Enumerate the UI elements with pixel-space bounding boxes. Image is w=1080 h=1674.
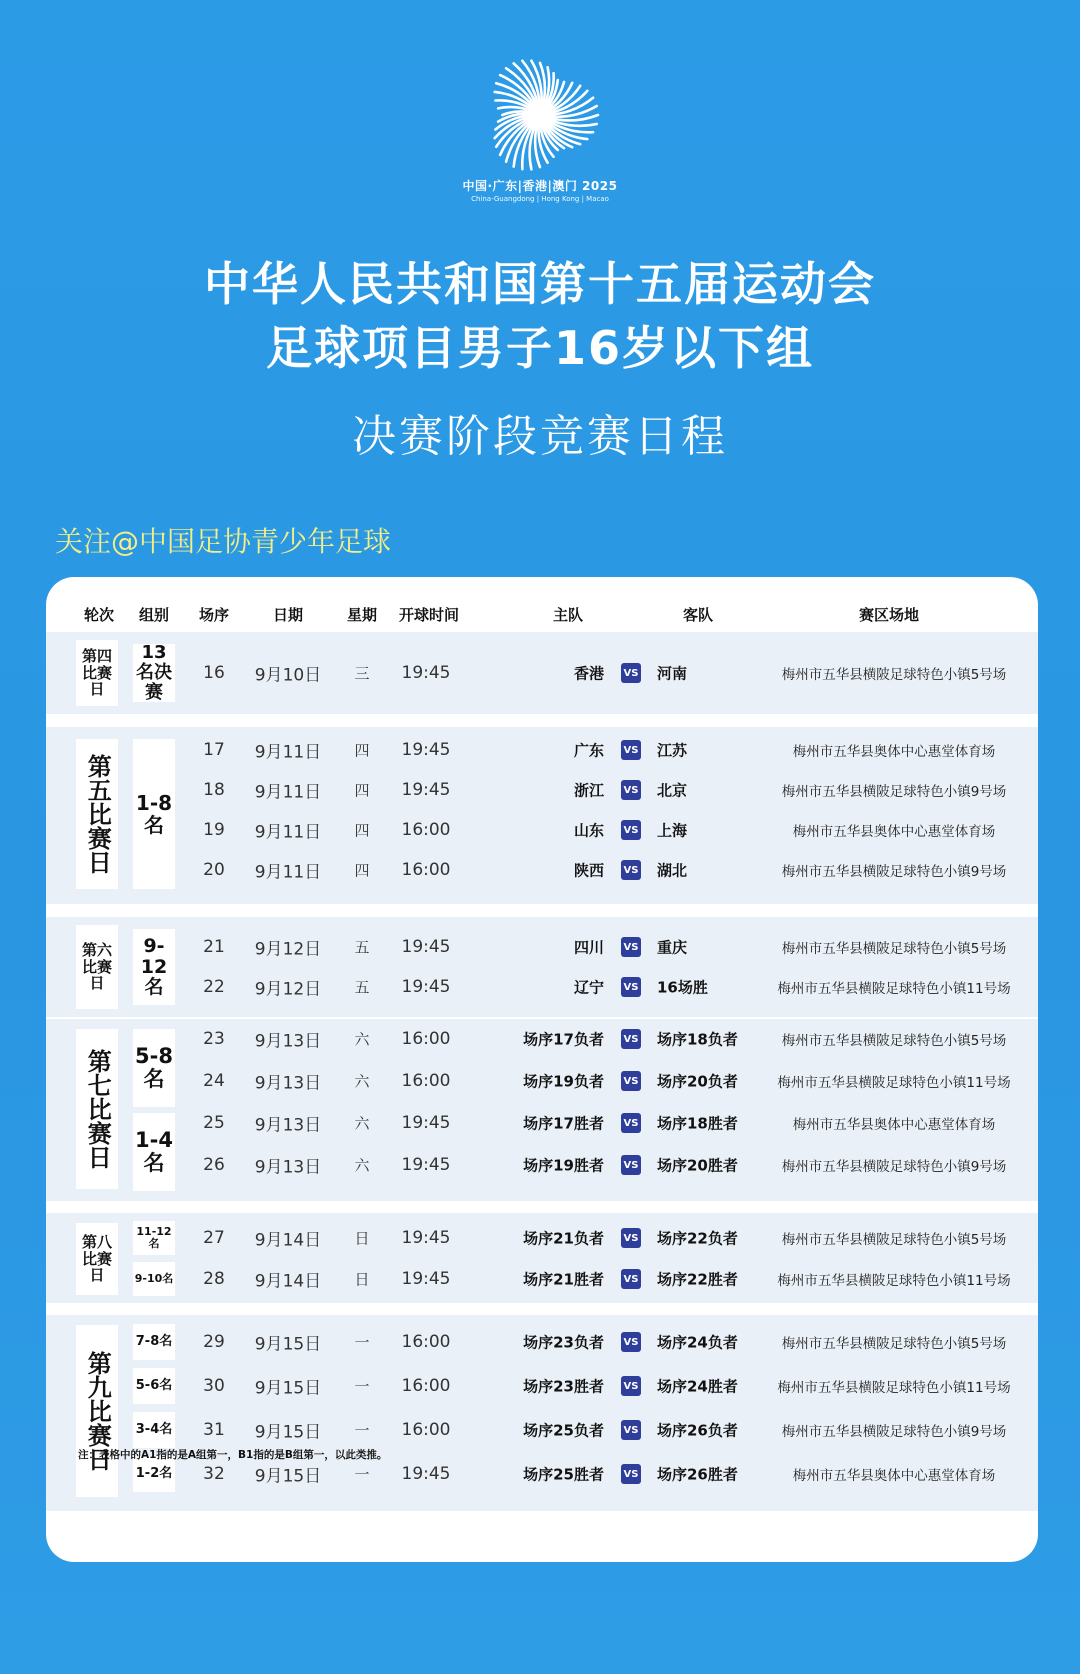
venue: 梅州市五华县横陂足球特色小镇11号场: [777, 1273, 1011, 1289]
match-no: 21: [203, 937, 225, 957]
vs-badge-icon: VS: [621, 1228, 641, 1248]
away-team: 场序20胜者: [657, 1156, 738, 1175]
table-row: [46, 1019, 1038, 1059]
match-weekday: 六: [354, 1030, 370, 1049]
match-date: 9月11日: [254, 782, 322, 803]
header-home: 主队: [552, 606, 584, 624]
match-time: 19:45: [401, 977, 451, 997]
title-line-2: 足球项目男子16岁以下组: [265, 321, 814, 375]
header-away: 客队: [682, 606, 714, 624]
match-time: 19:45: [401, 1113, 451, 1133]
match-date: 9月15日: [254, 1378, 322, 1399]
round-group-8: [46, 1213, 1038, 1303]
round-label: 第四比赛日: [76, 640, 118, 706]
round-label: 第八比赛日: [76, 1223, 118, 1295]
home-team: 浙江: [573, 781, 604, 800]
away-team: 场序18负者: [657, 1030, 738, 1049]
home-team: 场序21胜者: [523, 1270, 604, 1289]
match-date: 9月11日: [254, 742, 322, 763]
home-team: 场序17负者: [523, 1030, 604, 1049]
away-team: 16场胜: [657, 978, 708, 997]
match-date: 9月13日: [254, 1115, 322, 1136]
match-date: 9月15日: [254, 1334, 322, 1355]
home-team: 场序19负者: [523, 1072, 604, 1091]
vs-badge-icon: VS: [621, 937, 641, 957]
vs-badge-icon: VS: [621, 1029, 641, 1049]
away-team: 场序26负者: [657, 1421, 738, 1440]
match-time: 16:00: [401, 1420, 451, 1440]
table-row: [46, 810, 1038, 850]
vs-badge-icon: VS: [621, 1269, 641, 1289]
venue: 梅州市五华县横陂足球特色小镇11号场: [777, 981, 1011, 997]
away-team: 场序20负者: [657, 1072, 738, 1091]
round-label: 第七比赛日: [76, 1029, 118, 1189]
header-date: 日期: [272, 606, 304, 624]
vs-badge-icon: VS: [621, 780, 641, 800]
logo-text-en: China-Guangdong | Hong Kong | Macao: [471, 195, 609, 203]
match-time: 19:45: [401, 1228, 451, 1248]
table-row: [46, 1410, 1038, 1450]
match-date: 9月12日: [254, 939, 322, 960]
home-team: 场序19胜者: [523, 1156, 604, 1175]
match-date: 9月14日: [254, 1230, 322, 1251]
venue: 梅州市五华县横陂足球特色小镇5号场: [781, 1033, 1007, 1049]
title-line-1: 中华人民共和国第十五届运动会: [204, 257, 876, 311]
match-weekday: 日: [354, 1229, 370, 1248]
match-date: 9月12日: [254, 979, 322, 1000]
table-row: [46, 967, 1038, 1007]
vs-badge-icon: VS: [621, 1464, 641, 1484]
match-time: 19:45: [401, 740, 451, 760]
header-group: 组别: [138, 606, 170, 624]
vs-badge-icon: VS: [621, 663, 641, 683]
vs-badge-icon: VS: [621, 740, 641, 760]
round-group-5: [46, 727, 1038, 904]
venue: 梅州市五华县奥体中心惠堂体育场: [792, 1117, 996, 1133]
match-time: 16:00: [401, 1071, 451, 1091]
group-label: 1-2名: [133, 1456, 175, 1492]
match-time: 19:45: [401, 937, 451, 957]
away-team: 北京: [657, 781, 688, 800]
away-team: 湖北: [657, 861, 688, 880]
venue: 梅州市五华县横陂足球特色小镇11号场: [777, 1075, 1011, 1091]
match-time: 16:00: [401, 860, 451, 880]
header-weekday: 星期: [346, 606, 378, 624]
table-row: [46, 927, 1038, 967]
venue: 梅州市五华县奥体中心惠堂体育场: [792, 824, 996, 840]
match-weekday: 六: [354, 1156, 370, 1175]
title-line-3: 决赛阶段竞赛日程: [352, 411, 728, 462]
match-time: 16:00: [401, 1332, 451, 1352]
table-row: [46, 1366, 1038, 1406]
match-no: 25: [203, 1113, 225, 1133]
venue: 梅州市五华县横陂足球特色小镇5号场: [781, 1232, 1007, 1248]
round-label: 第六比赛日: [76, 925, 118, 1009]
table-row: [46, 1218, 1038, 1258]
header-round: 轮次: [83, 606, 115, 624]
group-label: 5-6名: [133, 1368, 175, 1404]
group-label: 9-10名: [133, 1262, 175, 1296]
match-weekday: 六: [354, 1072, 370, 1091]
footnote: 注：表格中的A1指的是A组第一，B1指的是B组第一，以此类推。: [78, 1449, 388, 1461]
match-time: 19:45: [401, 1155, 451, 1175]
home-team: 场序21负者: [523, 1229, 604, 1248]
match-no: 27: [203, 1228, 225, 1248]
match-date: 9月15日: [254, 1466, 322, 1487]
match-date: 9月10日: [254, 665, 322, 686]
vs-badge-icon: VS: [621, 977, 641, 997]
match-time: 19:45: [401, 663, 451, 683]
home-team: 广东: [573, 741, 604, 760]
home-team: 辽宁: [573, 978, 604, 997]
home-team: 场序23胜者: [523, 1377, 604, 1396]
table-row: [46, 730, 1038, 770]
venue: 梅州市五华县横陂足球特色小镇9号场: [781, 1424, 1007, 1440]
logo-text-cn: 中国·广东|香港|澳门 2025: [462, 179, 618, 193]
round-group-7: [46, 1019, 1038, 1201]
table-row: [46, 770, 1038, 810]
match-no: 19: [203, 820, 225, 840]
match-time: 19:45: [401, 1269, 451, 1289]
match-weekday: 五: [354, 938, 370, 957]
match-no: 22: [203, 977, 225, 997]
home-team: 场序23负者: [523, 1333, 604, 1352]
group-label: 7-8名: [133, 1324, 175, 1360]
venue: 梅州市五华县横陂足球特色小镇9号场: [781, 1159, 1007, 1175]
home-team: 山东: [573, 821, 604, 840]
match-no: 16: [203, 663, 225, 683]
group-label: 3-4名: [133, 1412, 175, 1448]
match-weekday: 一: [354, 1377, 370, 1396]
match-no: 26: [203, 1155, 225, 1175]
match-weekday: 一: [354, 1421, 370, 1440]
group-label: 5-8名: [133, 1029, 175, 1107]
match-no: 17: [203, 740, 225, 760]
match-time: 16:00: [401, 1376, 451, 1396]
vs-badge-icon: VS: [621, 820, 641, 840]
group-label: 1-4名: [133, 1113, 175, 1191]
venue: 梅州市五华县横陂足球特色小镇5号场: [781, 941, 1007, 957]
venue: 梅州市五华县横陂足球特色小镇9号场: [781, 864, 1007, 880]
away-team: 场序24负者: [657, 1333, 738, 1352]
venue: 梅州市五华县横陂足球特色小镇5号场: [781, 1336, 1007, 1352]
group-label: 11-12名: [133, 1221, 175, 1255]
match-weekday: 一: [354, 1333, 370, 1352]
match-no: 20: [203, 860, 225, 880]
round-label: 第九比赛日: [76, 1325, 118, 1497]
match-weekday: 四: [354, 741, 370, 760]
away-team: 江苏: [657, 741, 688, 760]
match-weekday: 四: [354, 821, 370, 840]
home-team: 场序25胜者: [523, 1465, 604, 1484]
flower-emblem-icon: [475, 50, 605, 175]
venue: 梅州市五华县横陂足球特色小镇5号场: [781, 667, 1007, 683]
round-label: 第五比赛日: [76, 739, 118, 889]
away-team: 场序18胜者: [657, 1114, 738, 1133]
group-label: 1-8名: [133, 739, 175, 889]
group-label: 9-12名: [133, 929, 175, 1005]
home-team: 场序17胜者: [523, 1114, 604, 1133]
round-group-9: [46, 1315, 1038, 1511]
match-date: 9月14日: [254, 1271, 322, 1292]
follow-account-text: 关注@中国足协青少年足球: [55, 525, 392, 558]
header-match: 场序: [198, 606, 230, 624]
table-row: [46, 1145, 1038, 1185]
match-weekday: 四: [354, 861, 370, 880]
match-date: 9月15日: [254, 1422, 322, 1443]
vs-badge-icon: VS: [621, 1071, 641, 1091]
match-date: 9月13日: [254, 1157, 322, 1178]
match-time: 16:00: [401, 820, 451, 840]
away-team: 场序22负者: [657, 1229, 738, 1248]
table-row: [46, 1322, 1038, 1362]
vs-badge-icon: VS: [621, 1332, 641, 1352]
vs-badge-icon: VS: [621, 1376, 641, 1396]
away-team: 场序22胜者: [657, 1270, 738, 1289]
schedule-card: [46, 577, 1038, 1562]
match-no: 23: [203, 1029, 225, 1049]
match-date: 9月11日: [254, 862, 322, 883]
table-header: [46, 577, 1038, 629]
venue: 梅州市五华县奥体中心惠堂体育场: [792, 744, 996, 760]
match-date: 9月13日: [254, 1073, 322, 1094]
round-group-4: [46, 632, 1038, 714]
home-team: 陕西: [573, 861, 604, 880]
home-team: 香港: [573, 664, 604, 683]
match-no: 31: [203, 1420, 225, 1440]
venue: 梅州市五华县横陂足球特色小镇9号场: [781, 784, 1007, 800]
away-team: 重庆: [657, 938, 688, 957]
match-weekday: 五: [354, 978, 370, 997]
venue: 梅州市五华县奥体中心惠堂体育场: [792, 1468, 996, 1484]
match-weekday: 六: [354, 1114, 370, 1133]
away-team: 上海: [657, 821, 688, 840]
match-no: 32: [203, 1464, 225, 1484]
away-team: 场序24胜者: [657, 1377, 738, 1396]
table-row: [46, 1061, 1038, 1101]
venue: 梅州市五华县横陂足球特色小镇11号场: [777, 1380, 1011, 1396]
match-no: 29: [203, 1332, 225, 1352]
header-time: 开球时间: [398, 606, 460, 624]
vs-badge-icon: VS: [621, 1155, 641, 1175]
match-time: 19:45: [401, 780, 451, 800]
home-team: 四川: [573, 938, 604, 957]
away-team: 场序26胜者: [657, 1465, 738, 1484]
vs-badge-icon: VS: [621, 1113, 641, 1133]
match-weekday: 日: [354, 1270, 370, 1289]
home-team: 场序25负者: [523, 1421, 604, 1440]
table-row: [46, 1259, 1038, 1299]
match-weekday: 三: [354, 664, 370, 683]
away-team: 河南: [657, 664, 688, 683]
match-no: 28: [203, 1269, 225, 1289]
table-row: [46, 1103, 1038, 1143]
match-no: 18: [203, 780, 225, 800]
vs-badge-icon: VS: [621, 860, 641, 880]
match-weekday: 四: [354, 781, 370, 800]
match-date: 9月13日: [254, 1031, 322, 1052]
match-no: 30: [203, 1376, 225, 1396]
table-row: [46, 850, 1038, 890]
match-no: 24: [203, 1071, 225, 1091]
match-date: 9月11日: [254, 822, 322, 843]
match-time: 16:00: [401, 1029, 451, 1049]
vs-badge-icon: VS: [621, 1420, 641, 1440]
match-weekday: 一: [354, 1465, 370, 1484]
header-venue: 赛区场地: [858, 606, 920, 624]
group-label: 13名决赛: [133, 644, 175, 702]
games-logo: [440, 50, 640, 220]
match-time: 19:45: [401, 1464, 451, 1484]
round-group-6: [46, 917, 1038, 1017]
table-row: [46, 653, 1038, 693]
